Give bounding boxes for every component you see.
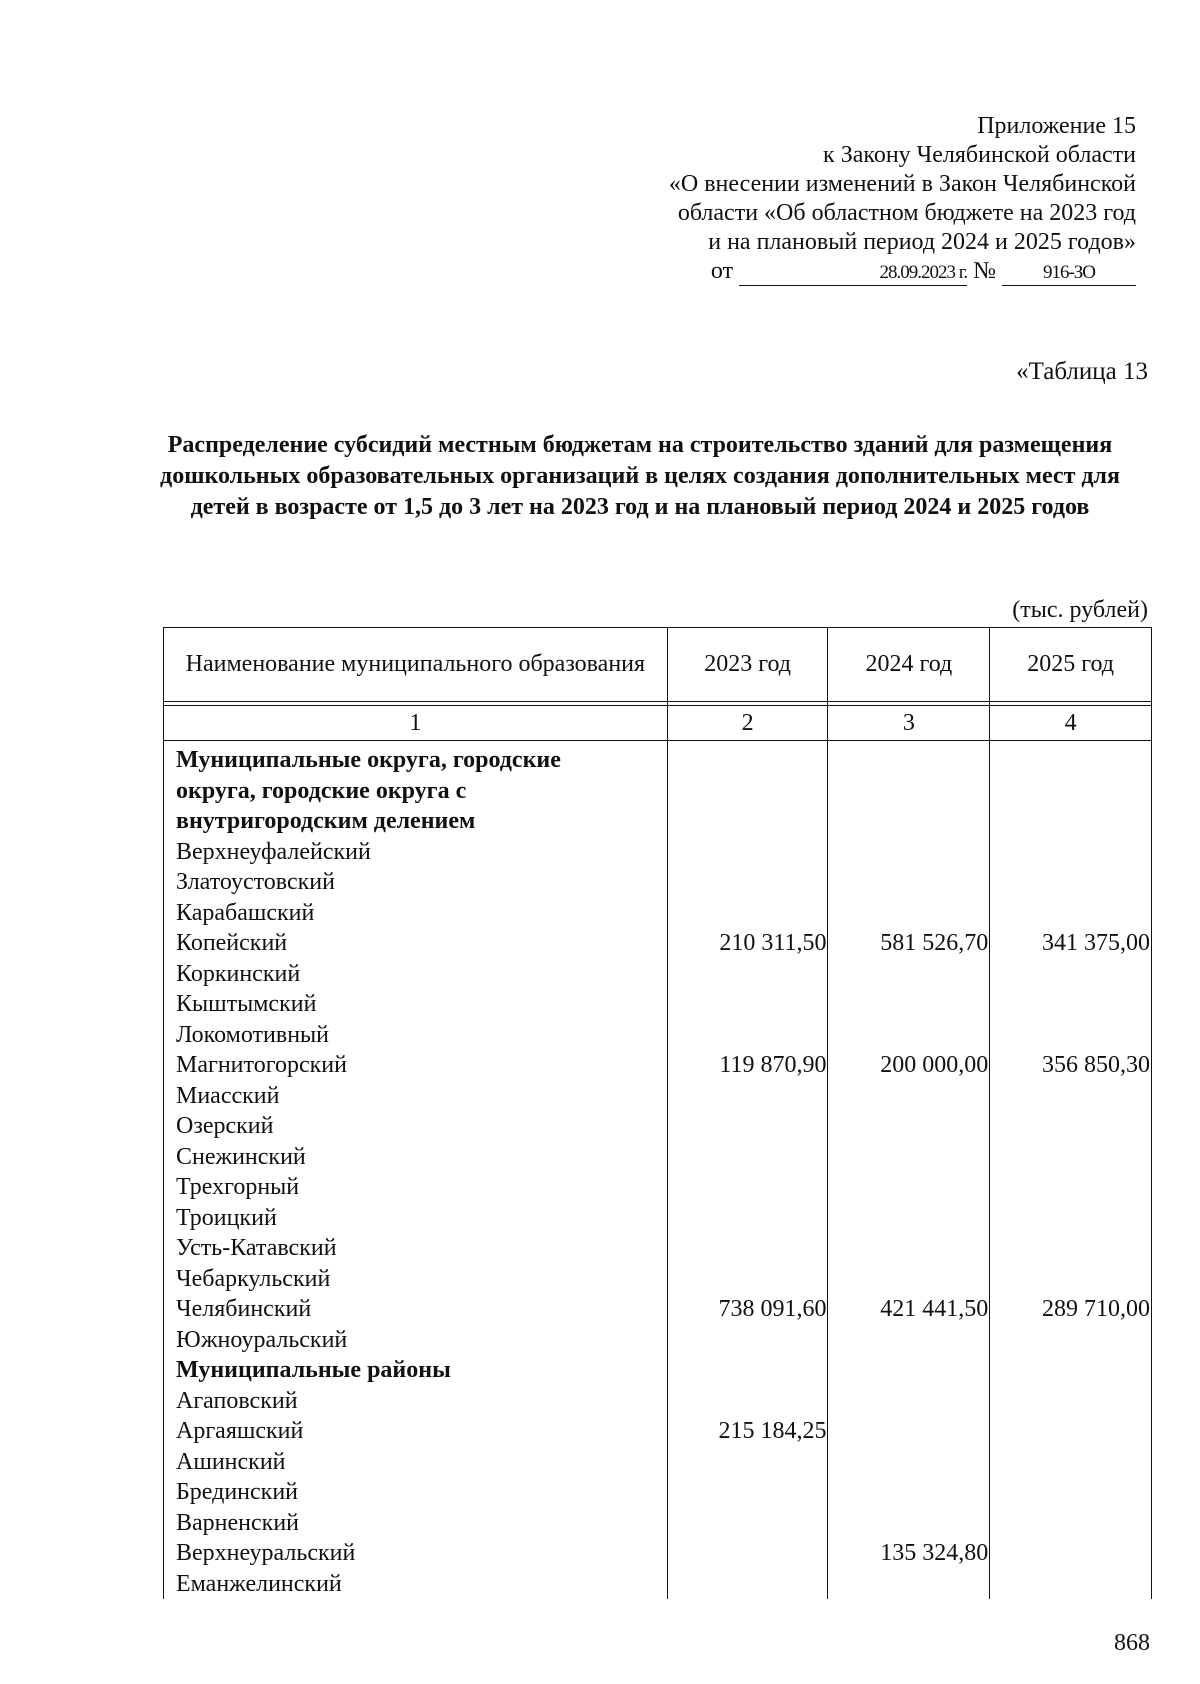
municipality-name: Усть-Катавский xyxy=(176,1235,337,1261)
value-2023 xyxy=(668,1203,828,1234)
value-2023 xyxy=(668,989,828,1020)
value-2024 xyxy=(828,1508,989,1539)
value-2024 xyxy=(828,806,989,837)
value-2023 xyxy=(668,1233,828,1264)
value-2024 xyxy=(828,1233,989,1264)
municipality-name: Челябинский xyxy=(176,1296,312,1322)
value-2024: 581 526,70 xyxy=(880,930,989,956)
value-2024 xyxy=(828,1416,989,1447)
value-2023 xyxy=(668,1142,828,1173)
value-2024 xyxy=(828,1447,989,1478)
value-2024 xyxy=(828,1203,989,1234)
section-heading: округа, городские округа с xyxy=(176,777,467,804)
value-2024 xyxy=(828,1172,989,1203)
value-2023: 738 091,60 xyxy=(718,1296,827,1322)
value-2025 xyxy=(990,1355,1151,1386)
header-law-title-1: «О внесении изменений в Закон Челябинской xyxy=(668,171,1136,197)
value-2024 xyxy=(828,1111,989,1142)
value-2024 xyxy=(828,776,989,807)
value-2025: 289 710,00 xyxy=(1042,1296,1150,1322)
municipality-name: Локомотивный xyxy=(176,1021,330,1048)
value-2025 xyxy=(990,1081,1151,1112)
column-number-3: 3 xyxy=(828,706,990,741)
value-2025 xyxy=(990,1111,1151,1142)
values-2025-column xyxy=(990,741,1152,1600)
value-2025 xyxy=(990,1386,1151,1417)
value-2025 xyxy=(990,1416,1151,1447)
municipality-name: Аргаяшский xyxy=(176,1418,304,1444)
column-header-2024: 2024 год xyxy=(828,628,990,702)
section-heading: Муниципальные районы xyxy=(176,1357,451,1383)
value-2023 xyxy=(668,1020,828,1051)
value-2025 xyxy=(990,1477,1151,1508)
value-2023 xyxy=(668,1325,828,1356)
value-2023 xyxy=(668,806,828,837)
municipality-name: Верхнеуральский xyxy=(176,1540,356,1566)
municipality-name: Карабашский xyxy=(176,899,315,926)
column-header-2023: 2023 год xyxy=(667,628,828,702)
document-title: Распределение субсидий местным бюджетам на строительство зданий для размещения дошкольных образовательных организаций в целях создания дополнительных мест для детей в возрасте от 1,5 до 3 лет на 2023 год и на плановый период 2024 и 2025 годов xyxy=(160,432,1120,520)
value-2025 xyxy=(990,898,1151,929)
value-2023 xyxy=(668,1172,828,1203)
subsidy-table xyxy=(163,627,1152,1599)
value-2024 xyxy=(828,959,989,990)
header-reference xyxy=(711,257,1136,286)
municipality-name: Агаповский xyxy=(176,1387,298,1414)
value-2024 xyxy=(828,898,989,929)
column-header-2025: 2025 год xyxy=(990,628,1152,702)
value-2025 xyxy=(990,1447,1151,1478)
value-2023 xyxy=(668,1111,828,1142)
municipality-name: Магнитогорский xyxy=(176,1052,347,1078)
value-2024: 200 000,00 xyxy=(880,1052,989,1078)
municipality-name: Верхнеуфалейский xyxy=(176,838,371,865)
value-2025 xyxy=(990,1264,1151,1295)
value-2024 xyxy=(828,1081,989,1112)
table-body-row xyxy=(164,741,1152,1600)
number-label: № xyxy=(973,258,996,284)
value-2024 xyxy=(828,989,989,1020)
value-2025: 356 850,30 xyxy=(1042,1052,1150,1078)
value-2023 xyxy=(668,1508,828,1539)
value-2024 xyxy=(828,1569,989,1600)
values-2023-column xyxy=(667,741,828,1600)
value-2023 xyxy=(668,1538,828,1569)
law-number: 916-ЗО xyxy=(1002,261,1136,286)
value-2024 xyxy=(828,745,989,776)
value-2024 xyxy=(828,1325,989,1356)
table-label: «Таблица 13 xyxy=(1016,358,1148,385)
value-2023 xyxy=(668,1081,828,1112)
value-2024 xyxy=(828,1386,989,1417)
value-2024 xyxy=(828,1355,989,1386)
law-date: 28.09.2023 г. xyxy=(739,261,967,286)
column-number-1: 1 xyxy=(164,706,668,741)
municipality-name: Копейский xyxy=(176,930,288,956)
municipality-names-column xyxy=(164,741,668,1600)
value-2024: 421 441,50 xyxy=(880,1296,989,1322)
municipality-name: Варненский xyxy=(176,1509,299,1536)
value-2025 xyxy=(990,1142,1151,1173)
header-law-title-2: области «Об областном бюджете на 2023 год xyxy=(677,200,1136,226)
value-2023 xyxy=(668,1447,828,1478)
municipality-name: Озерский xyxy=(176,1113,274,1139)
section-heading: Муниципальные округа, городские xyxy=(176,747,561,773)
value-2025 xyxy=(990,1172,1151,1203)
header-law: к Закону Челябинской области xyxy=(823,142,1136,168)
value-2023: 210 311,50 xyxy=(719,930,827,956)
municipality-name: Коркинский xyxy=(176,960,301,987)
column-header-name: Наименование муниципального образования xyxy=(164,628,668,702)
column-number-4: 4 xyxy=(990,706,1152,741)
value-2023 xyxy=(668,959,828,990)
value-2025 xyxy=(990,959,1151,990)
value-2024 xyxy=(828,867,989,898)
value-2023 xyxy=(668,1477,828,1508)
municipality-name: Южноуральский xyxy=(176,1326,348,1353)
section-heading: внутригородским делением xyxy=(176,808,476,834)
column-number-2: 2 xyxy=(667,706,828,741)
value-2024 xyxy=(828,1142,989,1173)
page-number: 868 xyxy=(1114,1630,1150,1656)
municipality-name: Снежинский xyxy=(176,1143,306,1170)
value-2025: 341 375,00 xyxy=(1042,930,1150,956)
value-2025 xyxy=(990,1325,1151,1356)
municipality-name: Кыштымский xyxy=(176,991,317,1017)
value-2023 xyxy=(668,1386,828,1417)
value-2025 xyxy=(990,1203,1151,1234)
value-2023 xyxy=(668,1264,828,1295)
value-2023 xyxy=(668,745,828,776)
value-2024 xyxy=(828,837,989,868)
value-2025 xyxy=(990,989,1151,1020)
header-appendix: Приложение 15 xyxy=(977,113,1136,139)
value-2023: 215 184,25 xyxy=(718,1418,827,1444)
value-2025 xyxy=(990,745,1151,776)
value-2023 xyxy=(668,898,828,929)
municipality-name: Ашинский xyxy=(176,1448,286,1475)
municipality-name: Еманжелинский xyxy=(176,1570,342,1597)
value-2024 xyxy=(828,1020,989,1051)
municipality-name: Троицкий xyxy=(176,1204,277,1231)
value-2025 xyxy=(990,1538,1151,1569)
value-2025 xyxy=(990,867,1151,898)
value-2023 xyxy=(668,867,828,898)
municipality-name: Миасский xyxy=(176,1082,280,1109)
value-2025 xyxy=(990,806,1151,837)
value-2024 xyxy=(828,1477,989,1508)
value-2025 xyxy=(990,1508,1151,1539)
value-2025 xyxy=(990,1569,1151,1600)
header-law-title-3: и на плановый период 2024 и 2025 годов» xyxy=(708,229,1136,255)
column-numbers-row xyxy=(164,706,1152,741)
municipality-name: Чебаркульский xyxy=(176,1265,331,1292)
from-label: от xyxy=(710,258,734,284)
value-2023 xyxy=(668,1569,828,1600)
value-2023 xyxy=(668,776,828,807)
value-2025 xyxy=(990,837,1151,868)
value-2024: 135 324,80 xyxy=(880,1540,989,1566)
value-2023 xyxy=(668,837,828,868)
value-2024 xyxy=(828,1264,989,1295)
value-2023: 119 870,90 xyxy=(719,1052,827,1078)
value-2025 xyxy=(990,776,1151,807)
value-2025 xyxy=(990,1233,1151,1264)
document-header xyxy=(669,112,1136,286)
municipality-name: Златоустовский xyxy=(176,869,335,895)
municipality-name: Брединский xyxy=(176,1479,299,1505)
municipality-name: Трехгорный xyxy=(176,1174,300,1200)
table-header-row xyxy=(164,628,1152,702)
value-2025 xyxy=(990,1020,1151,1051)
values-2024-column xyxy=(828,741,990,1600)
value-2023 xyxy=(668,1355,828,1386)
units-label: (тыс. рублей) xyxy=(1012,597,1148,623)
